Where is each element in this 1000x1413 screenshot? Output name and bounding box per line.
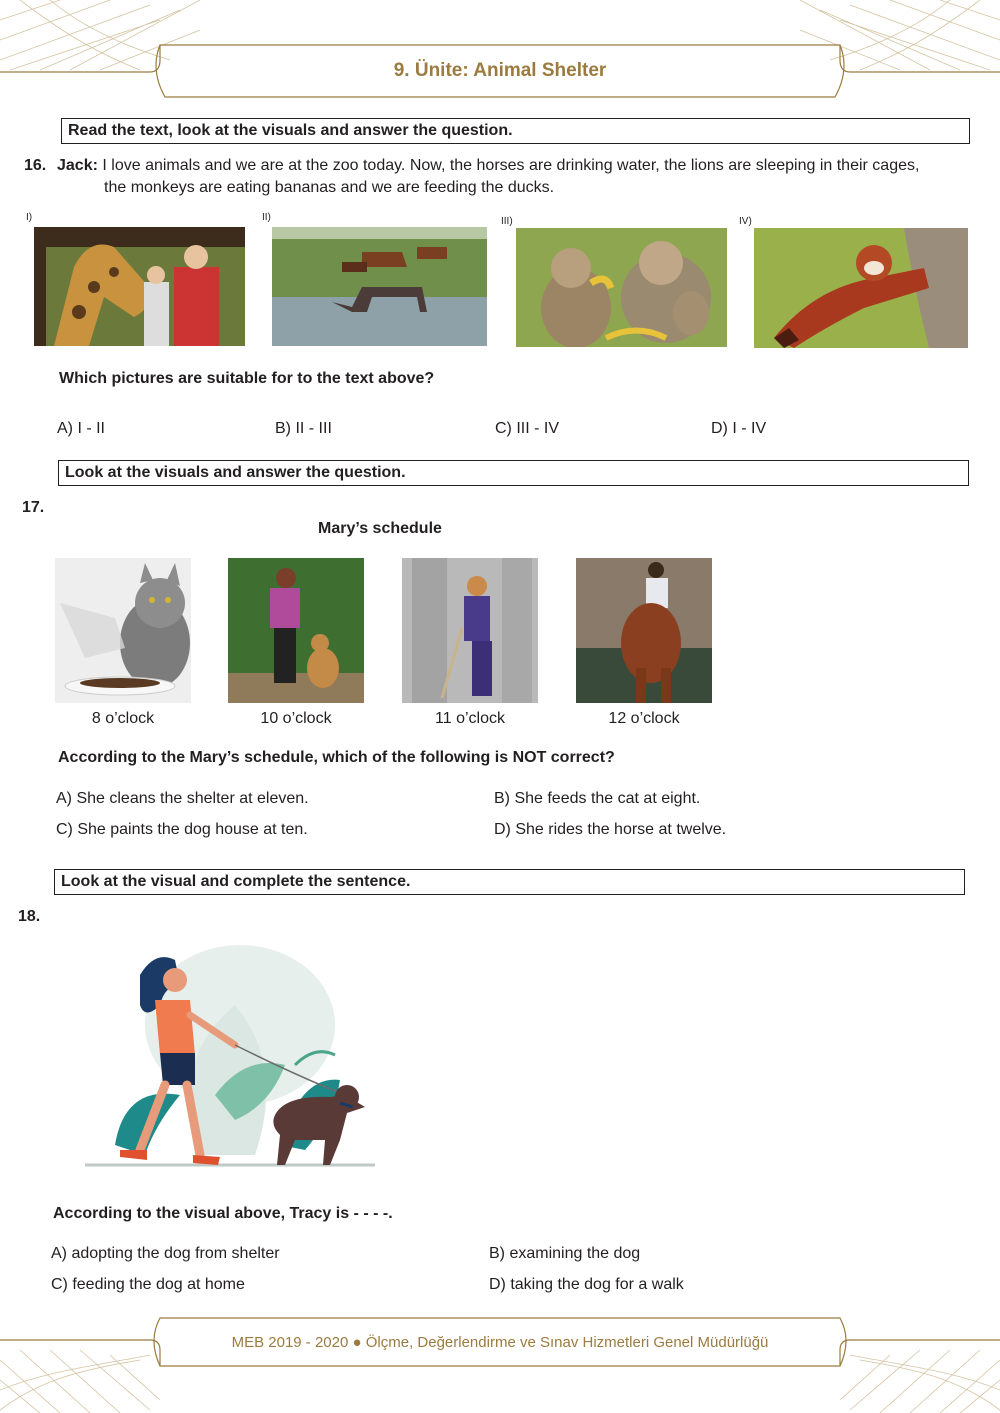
q18-number: 18. xyxy=(18,908,41,925)
riding-horse-photo xyxy=(576,558,712,703)
page-title: 9. Ünite: Animal Shelter xyxy=(393,60,607,81)
schedule-time-3: 11 o’clock xyxy=(435,710,505,727)
schedule-time-2: 10 o’clock xyxy=(260,710,332,727)
header-banner xyxy=(0,0,1000,110)
q16-picture-label-4: IV) xyxy=(739,216,752,227)
q18-instruction: Look at the visual and complete the sentence. xyxy=(54,869,965,895)
schedule-time-4: 12 o’clock xyxy=(608,710,680,727)
q16-number: 16. xyxy=(24,157,47,174)
monkeys-eating-bananas-photo xyxy=(516,228,727,347)
q16-question: Which pictures are suitable for to the text above? xyxy=(59,370,435,387)
q16-speaker: Jack: xyxy=(57,157,98,174)
horses-drinking-photo xyxy=(272,227,487,346)
q16-text-line2: the monkeys are eating bananas and we are feeding the ducks. xyxy=(104,179,555,196)
q16-picture-label-3: III) xyxy=(501,216,513,227)
giraffe-feeding-photo xyxy=(34,227,245,346)
q18-option-c[interactable]: C) feeding the dog at home xyxy=(51,1276,245,1293)
q18-question: According to the visual above, Tracy is - - - -. xyxy=(53,1205,393,1222)
q17-number: 17. xyxy=(22,499,45,516)
q17-option-d[interactable]: D) She rides the horse at twelve. xyxy=(494,821,727,838)
walking-dog-photo xyxy=(228,558,364,703)
q16-option-d[interactable]: D) I - IV xyxy=(711,420,767,437)
q17-schedule-title: Mary’s schedule xyxy=(318,520,442,537)
q17-question: According to the Mary’s schedule, which of the following is NOT correct? xyxy=(58,749,615,766)
q16-option-a[interactable]: A) I - II xyxy=(57,420,105,437)
woman-walking-dog-illustration xyxy=(85,945,385,1175)
q16-text xyxy=(57,155,977,177)
q18-option-a[interactable]: A) adopting the dog from shelter xyxy=(51,1245,280,1262)
q16-option-c[interactable]: C) III - IV xyxy=(495,420,559,437)
q16-instruction: Read the text, look at the visuals and answer the question. xyxy=(61,118,970,144)
q18-option-d[interactable]: D) taking the dog for a walk xyxy=(489,1276,684,1293)
q16-picture-label-2: II) xyxy=(262,212,271,223)
q16-text-line1: I love animals and we are at the zoo today. Now, the horses are drinking water, the lions are sleeping in their cages, xyxy=(102,157,920,174)
q17-instruction: Look at the visuals and answer the question. xyxy=(58,460,969,486)
cleaning-shelter-photo xyxy=(402,558,538,703)
q17-option-a[interactable]: A) She cleans the shelter at eleven. xyxy=(56,790,309,807)
footer-text: MEB 2019 - 2020 ● Ölçme, Değerlendirme ve Sınav Hizmetleri Genel Müdürlüğü xyxy=(231,1334,769,1351)
q17-option-c[interactable]: C) She paints the dog house at ten. xyxy=(56,821,308,838)
q18-option-b[interactable]: B) examining the dog xyxy=(489,1245,641,1262)
schedule-time-1: 8 o’clock xyxy=(91,710,155,727)
feeding-cat-photo xyxy=(55,558,191,703)
footer-banner xyxy=(0,1310,1000,1413)
q16-picture-label-1: I) xyxy=(26,212,33,223)
q17-option-b[interactable]: B) She feeds the cat at eight. xyxy=(494,790,701,807)
q16-option-b[interactable]: B) II - III xyxy=(275,420,332,437)
red-panda-sleeping-photo xyxy=(754,228,968,348)
